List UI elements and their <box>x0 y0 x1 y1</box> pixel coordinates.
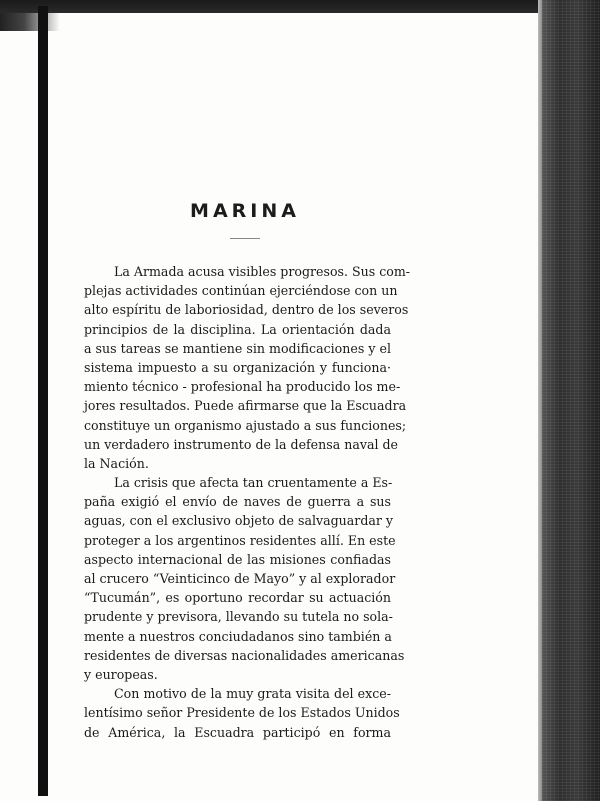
text-line: plejas actividades continúan ejerciéndose con un <box>84 283 398 299</box>
text-line: a sus tareas se mantiene sin modificaciones y el <box>84 340 391 356</box>
text-line: alto espíritu de laboriosidad, dentro de los severos <box>84 302 409 318</box>
text-line: La Armada acusa visibles progresos. Sus com- <box>114 264 411 279</box>
text-line: de América, la Escuadra participó en forma <box>84 724 391 740</box>
text-line: paña exigió el envío de naves de guerra a sus <box>84 494 391 510</box>
text-line: jores resultados. Puede afirmarse que la Escuadra <box>84 398 407 414</box>
text-line: residentes de diversas nacionalidades americanas <box>84 647 405 663</box>
text-line: y europeas. <box>84 666 158 682</box>
text-line: aguas, con el exclusivo objeto de salvaguardar y <box>84 513 394 529</box>
text-line: principios de la disciplina. La orientación dada <box>84 321 391 337</box>
body-text <box>84 262 411 742</box>
text-line: prudente y previsora, llevando su tutela no sola- <box>84 609 393 625</box>
text-line: La crisis que afecta tan cruentamente a Es- <box>114 475 393 491</box>
text-line: proteger a los argentinos residentes allí. En este <box>84 532 396 548</box>
section-heading: MARINA <box>190 200 300 222</box>
text-line: “Tucumán”, es oportuno recordar su actuación <box>84 590 391 606</box>
text-line: un verdadero instrumento de la defensa naval de <box>84 436 399 452</box>
binding-shadow-corner <box>0 13 60 31</box>
heading-rule <box>230 238 260 239</box>
text-line: constituye un organismo ajustado a sus funciones; <box>84 417 407 433</box>
text-line: la Nación. <box>84 455 149 471</box>
text-line: Con motivo de la muy grata visita del exce- <box>114 686 391 702</box>
text-line: miento técnico - profesional ha producido los me- <box>84 379 401 395</box>
text-line: lentísimo señor Presidente de los Estados Unidos <box>84 705 400 721</box>
text-line: al crucero “Veinticinco de Mayo” y al explorador <box>84 571 396 586</box>
binding-shadow-left <box>38 6 48 796</box>
page-edge-right <box>542 0 600 801</box>
text-line: sistema impuesto a su organización y funciona· <box>84 359 391 375</box>
binding-shadow-top <box>0 0 538 13</box>
text-line: mente a nuestros conciudadanos sino también a <box>84 628 392 644</box>
text-line: aspecto internacional de las misiones confiadas <box>84 551 391 567</box>
